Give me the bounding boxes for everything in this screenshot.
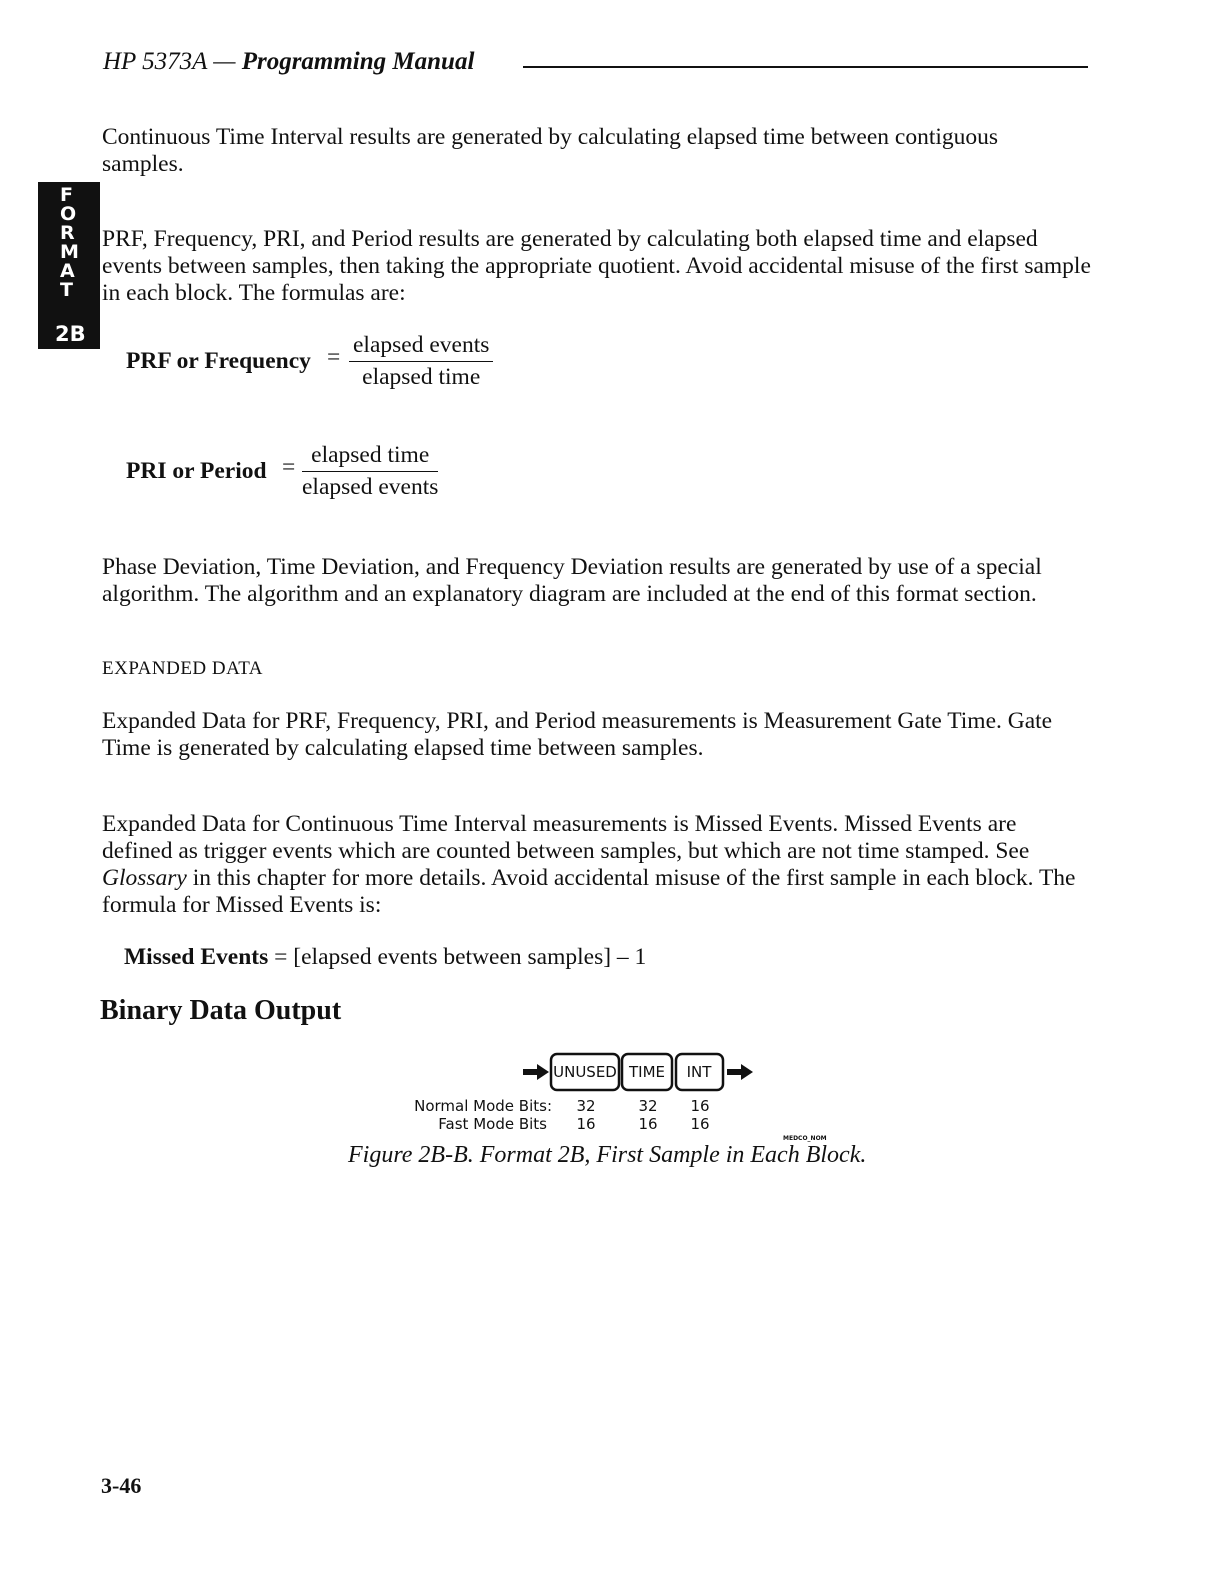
tab-letter: R (60, 222, 75, 244)
figure-caption: Figure 2B-B. Format 2B, First Sample in Each Block. (348, 1142, 867, 1168)
header-rule (523, 66, 1088, 68)
formula-label: PRF or Frequency (126, 348, 311, 374)
fast-bits-time: 16 (638, 1115, 658, 1133)
header-title (103, 48, 474, 76)
formula-pri-period (126, 442, 526, 504)
formula-numerator: elapsed time (302, 442, 438, 472)
formula-equals: = (282, 454, 296, 480)
paragraph-expanded-gate: Expanded Data for PRF, Frequency, PRI, and Period measurements is Measurement Gate Time. Gate Time is generated by calculating elapsed time between samples. (102, 708, 1053, 761)
formula-fraction (349, 332, 493, 391)
field-label: TIME (628, 1063, 666, 1081)
fast-mode-label: Fast Mode Bits (438, 1115, 547, 1133)
paragraph-text: in this chapter for more details. Avoid accidental misuse of the first sample in each block. The formula for Missed Events is: (102, 865, 1076, 918)
field-unused-box (551, 1054, 619, 1090)
tab-letter: T (60, 279, 73, 301)
field-int-box (676, 1054, 723, 1090)
header-dash: — (206, 48, 242, 75)
formula-denominator: elapsed events (302, 474, 439, 500)
header-model: HP 5373A (103, 48, 207, 75)
field-label: UNUSED (553, 1063, 617, 1081)
section-title: Binary Data Output (100, 995, 342, 1026)
formula-equals: = (327, 344, 341, 370)
formula-missed-events (124, 944, 646, 971)
paragraph-expanded-missed (102, 811, 1092, 919)
paragraph-prf-frequency: PRF, Frequency, PRI, and Period results are generated by calculating both elapsed time and elapsed events between samples, then taking the appropriate quotient. Avoid accidental misuse of the first sample in each block. The formulas are: (102, 226, 1091, 306)
page-header (103, 46, 1088, 82)
tab-letter: A (60, 260, 75, 282)
paragraph-continuous-ti: Continuous Time Interval results are generated by calculating elapsed time between contiguous samples. (102, 124, 999, 177)
fast-bits-unused: 16 (576, 1115, 596, 1133)
formula-numerator: elapsed events (349, 332, 493, 362)
subheading-expanded-data: EXPANDED DATA (102, 658, 264, 679)
normal-bits-int: 16 (690, 1097, 710, 1115)
tab-letter: O (60, 203, 77, 225)
field-time-box (622, 1054, 672, 1090)
formula-expression: = [elapsed events between samples] – 1 (268, 944, 647, 970)
arrow-right-icon (523, 1064, 549, 1080)
field-label: INT (686, 1063, 712, 1081)
formula-fraction (302, 442, 438, 501)
fast-bits-int: 16 (690, 1115, 710, 1133)
glossary-ref: Glossary (102, 865, 187, 891)
paragraph-deviation: Phase Deviation, Time Deviation, and Frequency Deviation results are generated by use of a special algorithm. The algorithm and an explanatory diagram are included at the end of this format section. (102, 554, 1042, 607)
formula-label: PRI or Period (126, 458, 267, 484)
diagram-tag: MEDCO_NOM (783, 1135, 827, 1142)
tab-letter: M (60, 241, 79, 263)
side-tab-label: 2B (55, 322, 86, 346)
normal-bits-time: 32 (638, 1097, 658, 1115)
page-number: 3-46 (101, 1473, 142, 1498)
formula-prf-frequency (126, 332, 526, 394)
formula-denominator: elapsed time (362, 364, 481, 390)
paragraph-text: Expanded Data for Continuous Time Interval measurements is Missed Events. Missed Events are defined as trigger events which are counted between samples, but which are not time stamped. See (102, 811, 1030, 864)
normal-mode-label: Normal Mode Bits: (414, 1097, 552, 1115)
formula-label: Missed Events (124, 944, 269, 970)
arrow-right-icon (727, 1064, 753, 1080)
normal-bits-unused: 32 (576, 1097, 596, 1115)
side-tab-letters (38, 186, 100, 300)
header-manual-title: Programming Manual (241, 48, 475, 75)
tab-letter: F (60, 184, 73, 206)
